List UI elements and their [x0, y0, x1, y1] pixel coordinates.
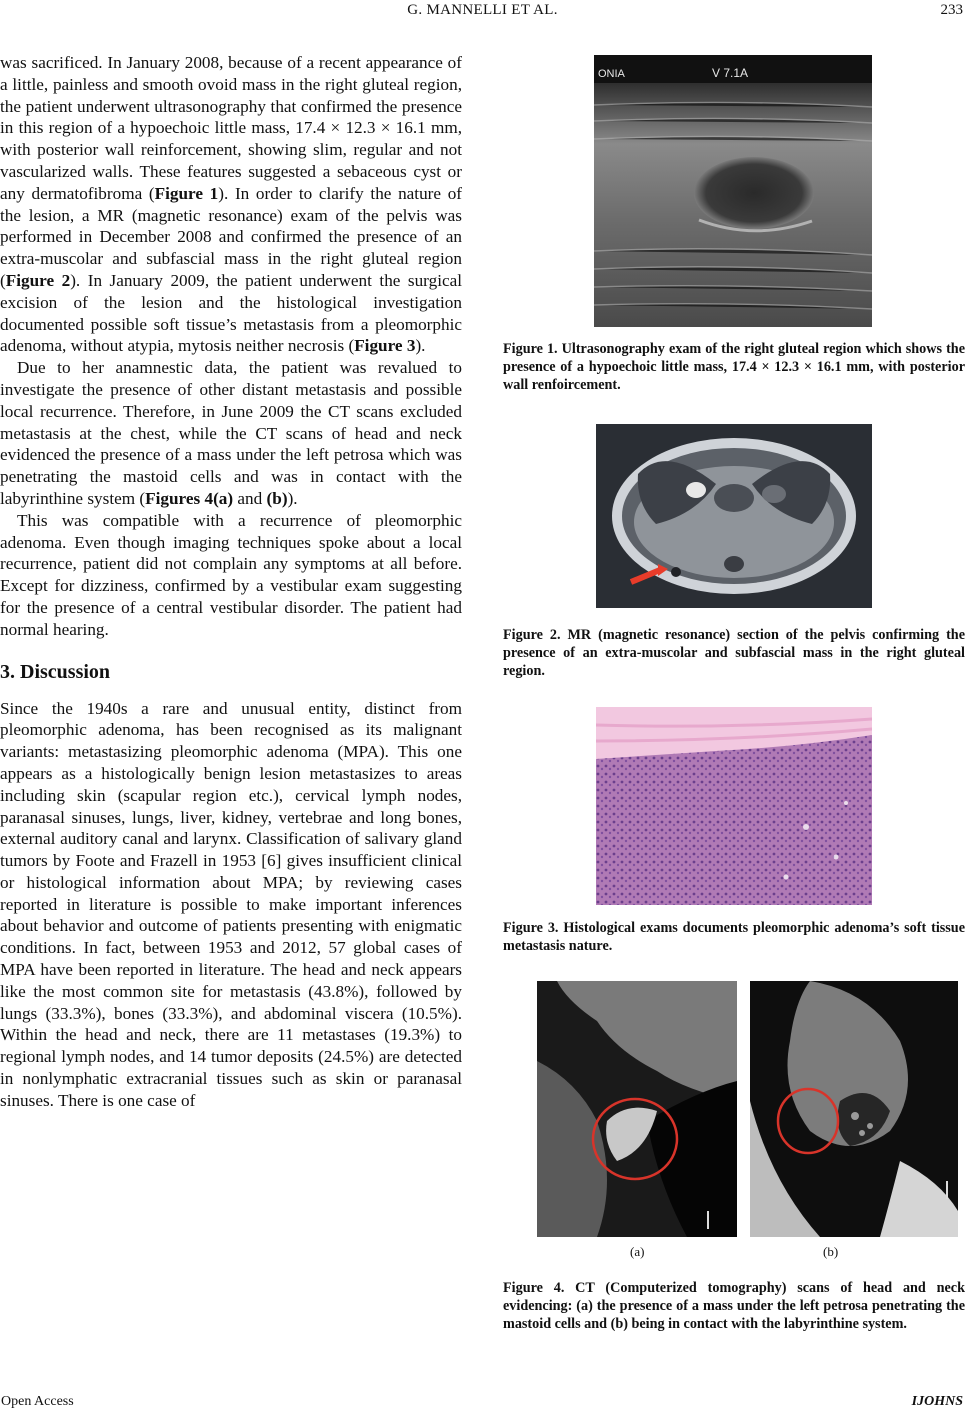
figure-3-caption: Figure 3. Histological exams documents pleomorphic adenoma’s soft tissue metastasis nature. [503, 920, 965, 955]
body-paragraph-4 [0, 698, 462, 1112]
text-run: ). In January 2009, the patient underwent the surgical excision of the lesion and the histological investigation documented possible soft tissue’s metastasis from a pleomorphic adenoma, without atypia, mytosis neither necrosis ( [0, 270, 462, 356]
text-run: ). In order to clarify the nature of the lesion, a MR (magnetic resonance) exam of the pelvis was performed in December 2008 and confirmed the presence of an extra-muscolar and subfascial mass in the right gluteal region ( [0, 183, 463, 290]
page-header [0, 2, 965, 22]
running-title: G. MANNELLI ET AL. [407, 2, 558, 18]
left-text-column [0, 52, 462, 1112]
footer-journal: IJOHNS [911, 1394, 963, 1409]
text-run: This was compatible with a recurrence of pleomorphic adenoma. Even though imaging techniques spoke about a local recurrence, patient did not complain any symptoms at all before. Except for dizziness, confirmed by a vestibular exam suggesting for the presence of a central vestibular disorder. The patient had normal hearing. [0, 510, 462, 639]
figure-4a-label: (a) [630, 1244, 645, 1259]
figure-2-mr-image [596, 424, 872, 608]
figure-4-caption: Figure 4. CT (Computerized tomography) scans of head and neck evidencing: (a) the presence of a mass under the left petrosa penetrating the mastoid cells and (b) being in contact with the labyrinthine system. [503, 1280, 965, 1333]
figure-1-caption: Figure 1. Ultrasonography exam of the right gluteal region which shows the presence of a hypoechoic little mass, 17.4 × 12.3 × 16.1 mm, with posterior wall renfoircement. [503, 341, 965, 394]
figure-reference: Figure 2 [5, 270, 71, 290]
figure-3-histology-image [596, 707, 872, 905]
page-number: 233 [940, 2, 963, 18]
figure-1-ultrasound-image [594, 55, 872, 327]
body-paragraph-3 [0, 510, 462, 641]
figure-reference: Figure 1 [154, 183, 219, 203]
fig1-overlay-right: V 7.1A [712, 66, 749, 80]
section-heading-discussion: 3. Discussion [0, 660, 111, 683]
figure-reference: Figure 3 [354, 336, 416, 356]
text-run: ). [287, 488, 298, 508]
text-run: Due to her anamnestic data, the patient was revalued to investigate the presence of other distant metastasis and possible local recurrence. Therefore, in June 2009 the CT scans excluded metastasis at the chest, while the CT scans of head and neck evidenced the presence of a mass under the left petrosa which was penetrating the mastoid cells and was in contact with the labyrinthine system ( [0, 358, 462, 508]
figure-reference: Figures 4(a) [145, 488, 234, 508]
text-run: ). [415, 336, 426, 356]
footer-open-access: Open Access [1, 1394, 74, 1409]
figure-4b-ct-image [750, 981, 958, 1237]
text-run: was sacrificed. In January 2008, because of a recent appearance of a little, painless and smooth ovoid mass in the right gluteal region, the patient underwent ultrasonography that confirmed the presence in this region of a hypoechoic little mass, 17.4 × 12.3 × 16.1 mm, with posterior wall reinforcement, showing slim, regular and not vascularized walls. These features suggested a sebaceous cyst or any dermatofibroma ( [0, 53, 462, 203]
fig1-overlay-left: ONIA [598, 68, 625, 80]
text-run: Since the 1940s a rare and unusual entity, distinct from pleomorphic adenoma, has been recognised as its malignant variants: metastasizing pleomorphic adenoma (MPA). This one appears as a histologically benign lesion metastasizes to areas including skin (scapular region etc.), cervical lymph nodes, paranasal sinuses, lungs, liver, kidney, vertebrae and long bones, external auditory canal and larynx. Classification of salivary gland tumors by Foote and Frazell in 1953 [6] gives insufficient clinical or histological information about MPA; by reviewing cases reported in literature is possible to make important inferences about behavior and outcome of patients presenting with enigmatic conditions. In fact, between 1953 and 2012, 57 global cases of MPA have been reported in literature. The head and neck appears like the most common site for metastasis (43.8%), followed by lungs (33.3%), bones (33.3%), and abdominal viscera (10.5%). Within the head and neck, there are 11 metastases (19.3%) to regional lymph nodes, and 14 tumor deposits (24.5%) are detected in nonlymphatic extracranial tissues such as skin or paranasal sinuses. There is one case of [0, 698, 462, 1110]
figure-4a-ct-image [537, 981, 737, 1237]
body-paragraph-2 [0, 357, 462, 510]
figure-reference: (b) [266, 488, 288, 508]
body-paragraph-1 [0, 52, 462, 357]
figure-4b-label: (b) [823, 1244, 839, 1259]
text-run: and [233, 488, 267, 508]
figure-2-caption: Figure 2. MR (magnetic resonance) section of the pelvis confirming the presence of an extra-muscolar and subfascial mass in the right gluteal region. [503, 627, 965, 680]
